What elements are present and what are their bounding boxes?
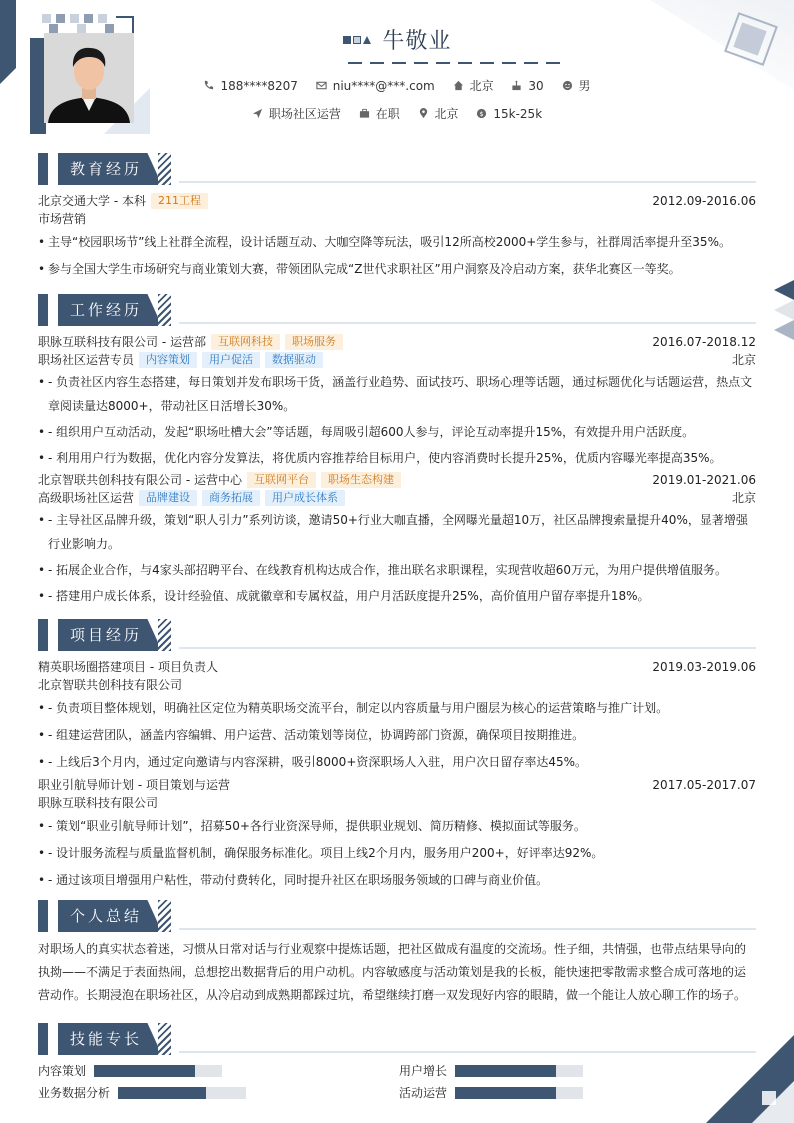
project-company: 北京智联共创科技有限公司	[38, 678, 183, 692]
role: 高级职场社区运营	[38, 491, 135, 505]
summary-section	[38, 900, 756, 1007]
salary: 15k-25k	[493, 106, 543, 121]
email-address: niu****@***.com	[332, 78, 435, 93]
email-icon	[316, 80, 327, 91]
company: 职脉互联科技有限公司 - 运营部	[38, 335, 206, 349]
skill-level-fill	[118, 1087, 206, 1099]
list-item: • - 设计服务流程与质量监督机制，确保服务标准化。项目上线2个月内，服务用户200+，好评率达92%。	[38, 840, 756, 866]
role: 职场社区运营专员	[38, 353, 135, 367]
section-title: 个人总结	[70, 907, 143, 925]
school: 北京交通大学 - 本科	[38, 194, 146, 208]
name-underline	[348, 62, 562, 64]
gender: 男	[578, 79, 591, 93]
square-decoration	[70, 14, 79, 23]
industry-tag: 职场生态构建	[321, 472, 401, 488]
skill-level-fill	[455, 1087, 556, 1099]
salary-info	[476, 107, 542, 121]
skill-tag: 内容策划	[139, 352, 197, 368]
candidate-name: 牛敬业	[382, 29, 452, 54]
project-entry-header	[38, 658, 756, 676]
city-info	[453, 77, 494, 94]
project-title: 精英职场圈搭建项目 - 项目负责人	[38, 660, 218, 674]
industry-tag: 互联网科技	[211, 334, 280, 350]
education-section	[38, 153, 756, 282]
period: 2016.07-2018.12	[652, 335, 756, 349]
skill-tag: 用户成长体系	[265, 490, 345, 506]
skill-level-fill	[455, 1065, 556, 1077]
list-item: • - 利用用户行为数据，优化内容分发算法，将优质内容推荐给目标用户，使内容消费时长提升25%，优质内容曝光率提高35%。	[38, 446, 756, 470]
home-icon	[453, 80, 464, 91]
briefcase-icon	[359, 108, 370, 119]
section-header	[38, 619, 756, 651]
skill-level-fill	[94, 1065, 195, 1077]
list-item: • - 策划“职业引航导师计划”，招募50+各行业资深导师，提供职业规划、简历精修、模拟面试等服务。	[38, 813, 756, 839]
location-icon	[418, 108, 429, 119]
section-header	[38, 1023, 756, 1055]
skills-section	[38, 1023, 756, 1055]
target-city: 北京	[434, 107, 459, 121]
skill-name: 用户增长	[399, 1064, 448, 1078]
skill-tag: 商务拓展	[202, 490, 260, 506]
list-item: • 参与全国大学生市场研究与商业策划大赛，带领团队完成“Z世代求职社区”用户洞察及冷启动方案，获华北赛区一等奖。	[38, 256, 756, 282]
location: 北京	[731, 491, 756, 505]
list-item: • - 负责项目整体规划，明确社区定位为精英职场交流平台，制定以内容质量与用户圈层为核心的运营策略与推广计划。	[38, 695, 756, 721]
side-triangle-decoration	[774, 300, 794, 320]
period: 2012.09-2016.06	[652, 194, 756, 208]
age: 30	[528, 78, 544, 93]
intent-line	[0, 105, 794, 122]
square-decoration	[84, 14, 93, 23]
projects-section	[38, 619, 756, 893]
section-title: 项目经历	[70, 626, 143, 644]
skill-tag: 用户促活	[202, 352, 260, 368]
list-item: • - 组织用户互动活动，发起“职场吐槽大会”等话题，每周吸引超600人参与，评论互动率提升15%，有效提升用户活跃度。	[38, 420, 756, 444]
period: 2019.01-2021.06	[652, 473, 756, 487]
status-info	[359, 105, 400, 122]
list-item: • - 负责社区内容生态搭建，每日策划并发布职场干货，涵盖行业趋势、面试技巧、职场心理等话题，通过标题优化与话题运营，热点文章阅读量达8000+，带动社区日活增长30%。	[38, 370, 756, 418]
company: 北京智联共创科技有限公司 - 运营中心	[38, 473, 242, 487]
job-intent: 职场社区运营	[268, 107, 341, 121]
location: 北京	[731, 353, 756, 367]
work-section	[38, 294, 756, 608]
industry-tag: 职场服务	[285, 334, 343, 350]
section-header	[38, 900, 756, 932]
gender-info	[562, 77, 591, 94]
skill-item	[399, 1084, 583, 1101]
project-company: 职脉互联科技有限公司	[38, 796, 159, 810]
square-decoration	[98, 14, 107, 23]
list-item: • 主导“校园职场节”线上社群全流程，设计话题互动、大咖空降等玩法，吸引12所高校2000+学生参与，社群周活率提升至35%。	[38, 229, 756, 255]
work-entry-header	[38, 471, 756, 489]
list-item: • - 组建运营团队，涵盖内容编辑、用户运营、活动策划等岗位，协调跨部门资源，确保项目按期推进。	[38, 722, 756, 748]
skill-item	[38, 1084, 246, 1101]
send-icon	[252, 108, 263, 119]
job-intent-info	[252, 105, 341, 122]
skill-level-bar	[118, 1087, 246, 1099]
name-block	[0, 24, 794, 55]
square-decoration	[56, 14, 65, 23]
skill-name: 业务数据分析	[38, 1086, 111, 1100]
skill-level-bar	[455, 1065, 583, 1077]
major: 市场营销	[38, 212, 87, 226]
school-tag: 211工程	[151, 193, 208, 209]
list-item: • - 上线后3个月内，通过定向邀请与内容深耕，吸引8000+资深职场人入驻，用户次日留存率达45%。	[38, 749, 756, 775]
svg-text:$: $	[479, 109, 484, 118]
project-title: 职业引航导师计划 - 项目策划与运营	[38, 778, 230, 792]
job-status: 在职	[375, 107, 400, 121]
square-decoration	[762, 1091, 776, 1105]
section-title: 技能专长	[70, 1030, 143, 1048]
skill-name: 活动运营	[399, 1086, 448, 1100]
work-entry-header	[38, 333, 756, 351]
skill-name: 内容策划	[38, 1064, 87, 1078]
contact-line	[0, 77, 794, 94]
target-city-info	[418, 105, 459, 122]
phone-icon	[203, 80, 214, 91]
period: 2017.05-2017.07	[652, 778, 756, 792]
skill-level-bar	[455, 1087, 583, 1099]
education-entry-header	[38, 192, 756, 210]
square-decoration	[42, 14, 51, 23]
industry-tag: 互联网平台	[247, 472, 316, 488]
skill-tag: 数据驱动	[265, 352, 323, 368]
city: 北京	[469, 79, 494, 93]
list-item: • - 主导社区品牌升级，策划“职人引力”系列访谈，邀请50+行业大咖直播，全网曝光量超10万，社区品牌搜索量提升40%，显著增强行业影响力。	[38, 508, 756, 556]
side-triangle-decoration	[774, 320, 794, 340]
period: 2019.03-2019.06	[652, 660, 756, 674]
phone-number: 188****8207	[220, 78, 298, 93]
section-title: 教育经历	[70, 160, 143, 178]
age-info	[511, 79, 543, 93]
summary-text: 对职场人的真实状态着迷，习惯从日常对话与行业观察中提炼话题，把社区做成有温度的交流场。性子细，共情强，也带点结果导向的执拗——不满足于表面热闹，总想挖出数据背后的用户动机。内容敏感度与活动策划是我的长板，能快速把零散需求整合成可落地的运营动作。长期浸泡在职场社区，从冷启动到成熟期都踩过坑，希望继续打磨一双发现好内容的眼睛，做一个能让人放心聊工作的场子。	[38, 942, 747, 1002]
list-item: • - 通过该项目增强用户粘性，带动付费转化，同时提升社区在职场服务领域的口碑与商业价值。	[38, 867, 756, 893]
salary-icon	[476, 108, 487, 119]
skill-item	[399, 1062, 583, 1079]
side-triangle-decoration	[774, 280, 794, 300]
phone-info	[203, 79, 297, 93]
project-entry-header	[38, 776, 756, 794]
work-role-row	[38, 351, 756, 369]
age-icon	[511, 80, 522, 91]
section-title: 工作经历	[70, 301, 143, 319]
section-header	[38, 294, 756, 326]
skill-item	[38, 1062, 222, 1079]
list-item: • - 搭建用户成长体系，设计经验值、成就徽章和专属权益，用户月活跃度提升25%，高价值用户留存率提升18%。	[38, 584, 756, 608]
name-decoration	[343, 33, 373, 47]
email-info	[316, 79, 435, 93]
skill-level-bar	[94, 1065, 222, 1077]
skill-tag: 品牌建设	[139, 490, 197, 506]
list-item: • - 拓展企业合作，与4家头部招聘平台、在线教育机构达成合作，推出联名求职课程，实现营收超60万元，为用户提供增值服务。	[38, 558, 756, 582]
work-role-row	[38, 489, 756, 507]
section-header	[38, 153, 756, 185]
gender-icon	[562, 80, 573, 91]
